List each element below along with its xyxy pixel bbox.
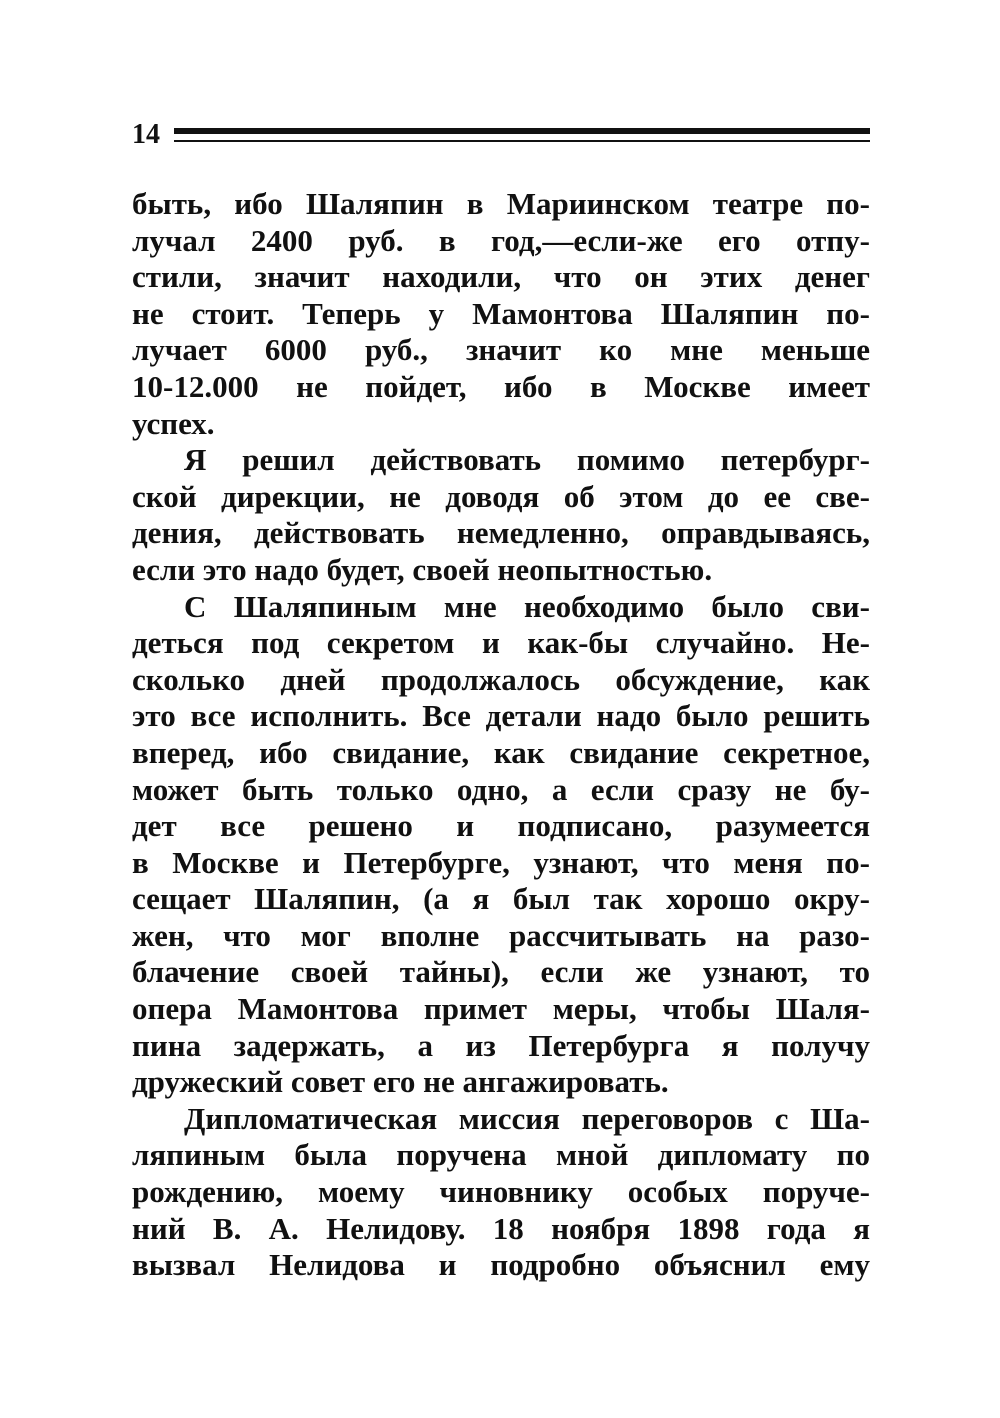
- text-line: быть, ибо Шаляпин в Мариинском театре по-: [132, 186, 870, 221]
- text-line: дения, действовать немедленно, оправдываясь,: [132, 515, 870, 551]
- text-line: жен, что мог вполне рассчитывать на разо-: [132, 917, 870, 953]
- text-line: вызвал Нелидова и подробно объяснил ему: [132, 1247, 870, 1283]
- text-line: 10-12.000 не пойдет, ибо в Москве имеет: [132, 368, 870, 404]
- text-line: не стоит. Теперь у Мамонтова Шаляпин по-: [132, 295, 870, 331]
- page-number: 14: [132, 119, 160, 150]
- text-line: Я решил действовать помимо петербург-: [184, 442, 870, 478]
- text-line: сколько дней продолжалось обсуждение, как: [132, 661, 870, 697]
- text-line: это все исполнить. Все детали надо было решить: [132, 698, 870, 734]
- text-line: С Шаляпиным мне необходимо было сви-: [184, 588, 870, 624]
- text-line: пина задержать, а из Петербурга я получу: [132, 1027, 870, 1063]
- header-rule-thick: [174, 128, 870, 134]
- body-text: [132, 186, 870, 1284]
- header-rule-thin: [174, 140, 870, 142]
- text-line: ской дирекции, не доводя об этом до ее све-: [132, 478, 870, 514]
- text-line: если это надо будет, своей неопытностью.: [132, 551, 713, 587]
- text-line: рождению, моему чиновнику особых поруче-: [132, 1174, 870, 1210]
- text-line: Дипломатическая миссия переговоров с Ша-: [184, 1100, 870, 1136]
- text-line: дет все решено и подписано, разумеется: [132, 808, 870, 844]
- text-line: может быть только одно, а если сразу не бу-: [132, 771, 870, 807]
- text-line: стили, значит находили, что он этих денег: [132, 259, 870, 295]
- text-line: ний В. А. Нелидову. 18 ноября 1898 года я: [132, 1210, 870, 1246]
- text-line: вперед, ибо свидание, как свидание секретное,: [132, 734, 870, 770]
- text-line: блачение своей тайны), если же узнают, то: [132, 954, 870, 990]
- text-line: лучал 2400 руб. в год,—если-же его отпу-: [132, 222, 870, 258]
- text-line: ляпиным была поручена мной дипломату по: [132, 1137, 870, 1173]
- text-line: деться под секретом и как-бы случайно. Не-: [132, 625, 870, 661]
- text-line: в Москве и Петербурге, узнают, что меня по-: [132, 844, 870, 880]
- text-line: опера Мамонтова примет меры, чтобы Шаля-: [132, 991, 870, 1027]
- page-header: [132, 118, 870, 158]
- text-line: успех.: [132, 405, 215, 441]
- text-line: сещает Шаляпин, (а я был так хорошо окру-: [132, 881, 870, 917]
- text-line: лучает 6000 руб., значит ко мне меньше: [132, 332, 870, 368]
- text-line: дружеский совет его не ангажировать.: [132, 1064, 669, 1100]
